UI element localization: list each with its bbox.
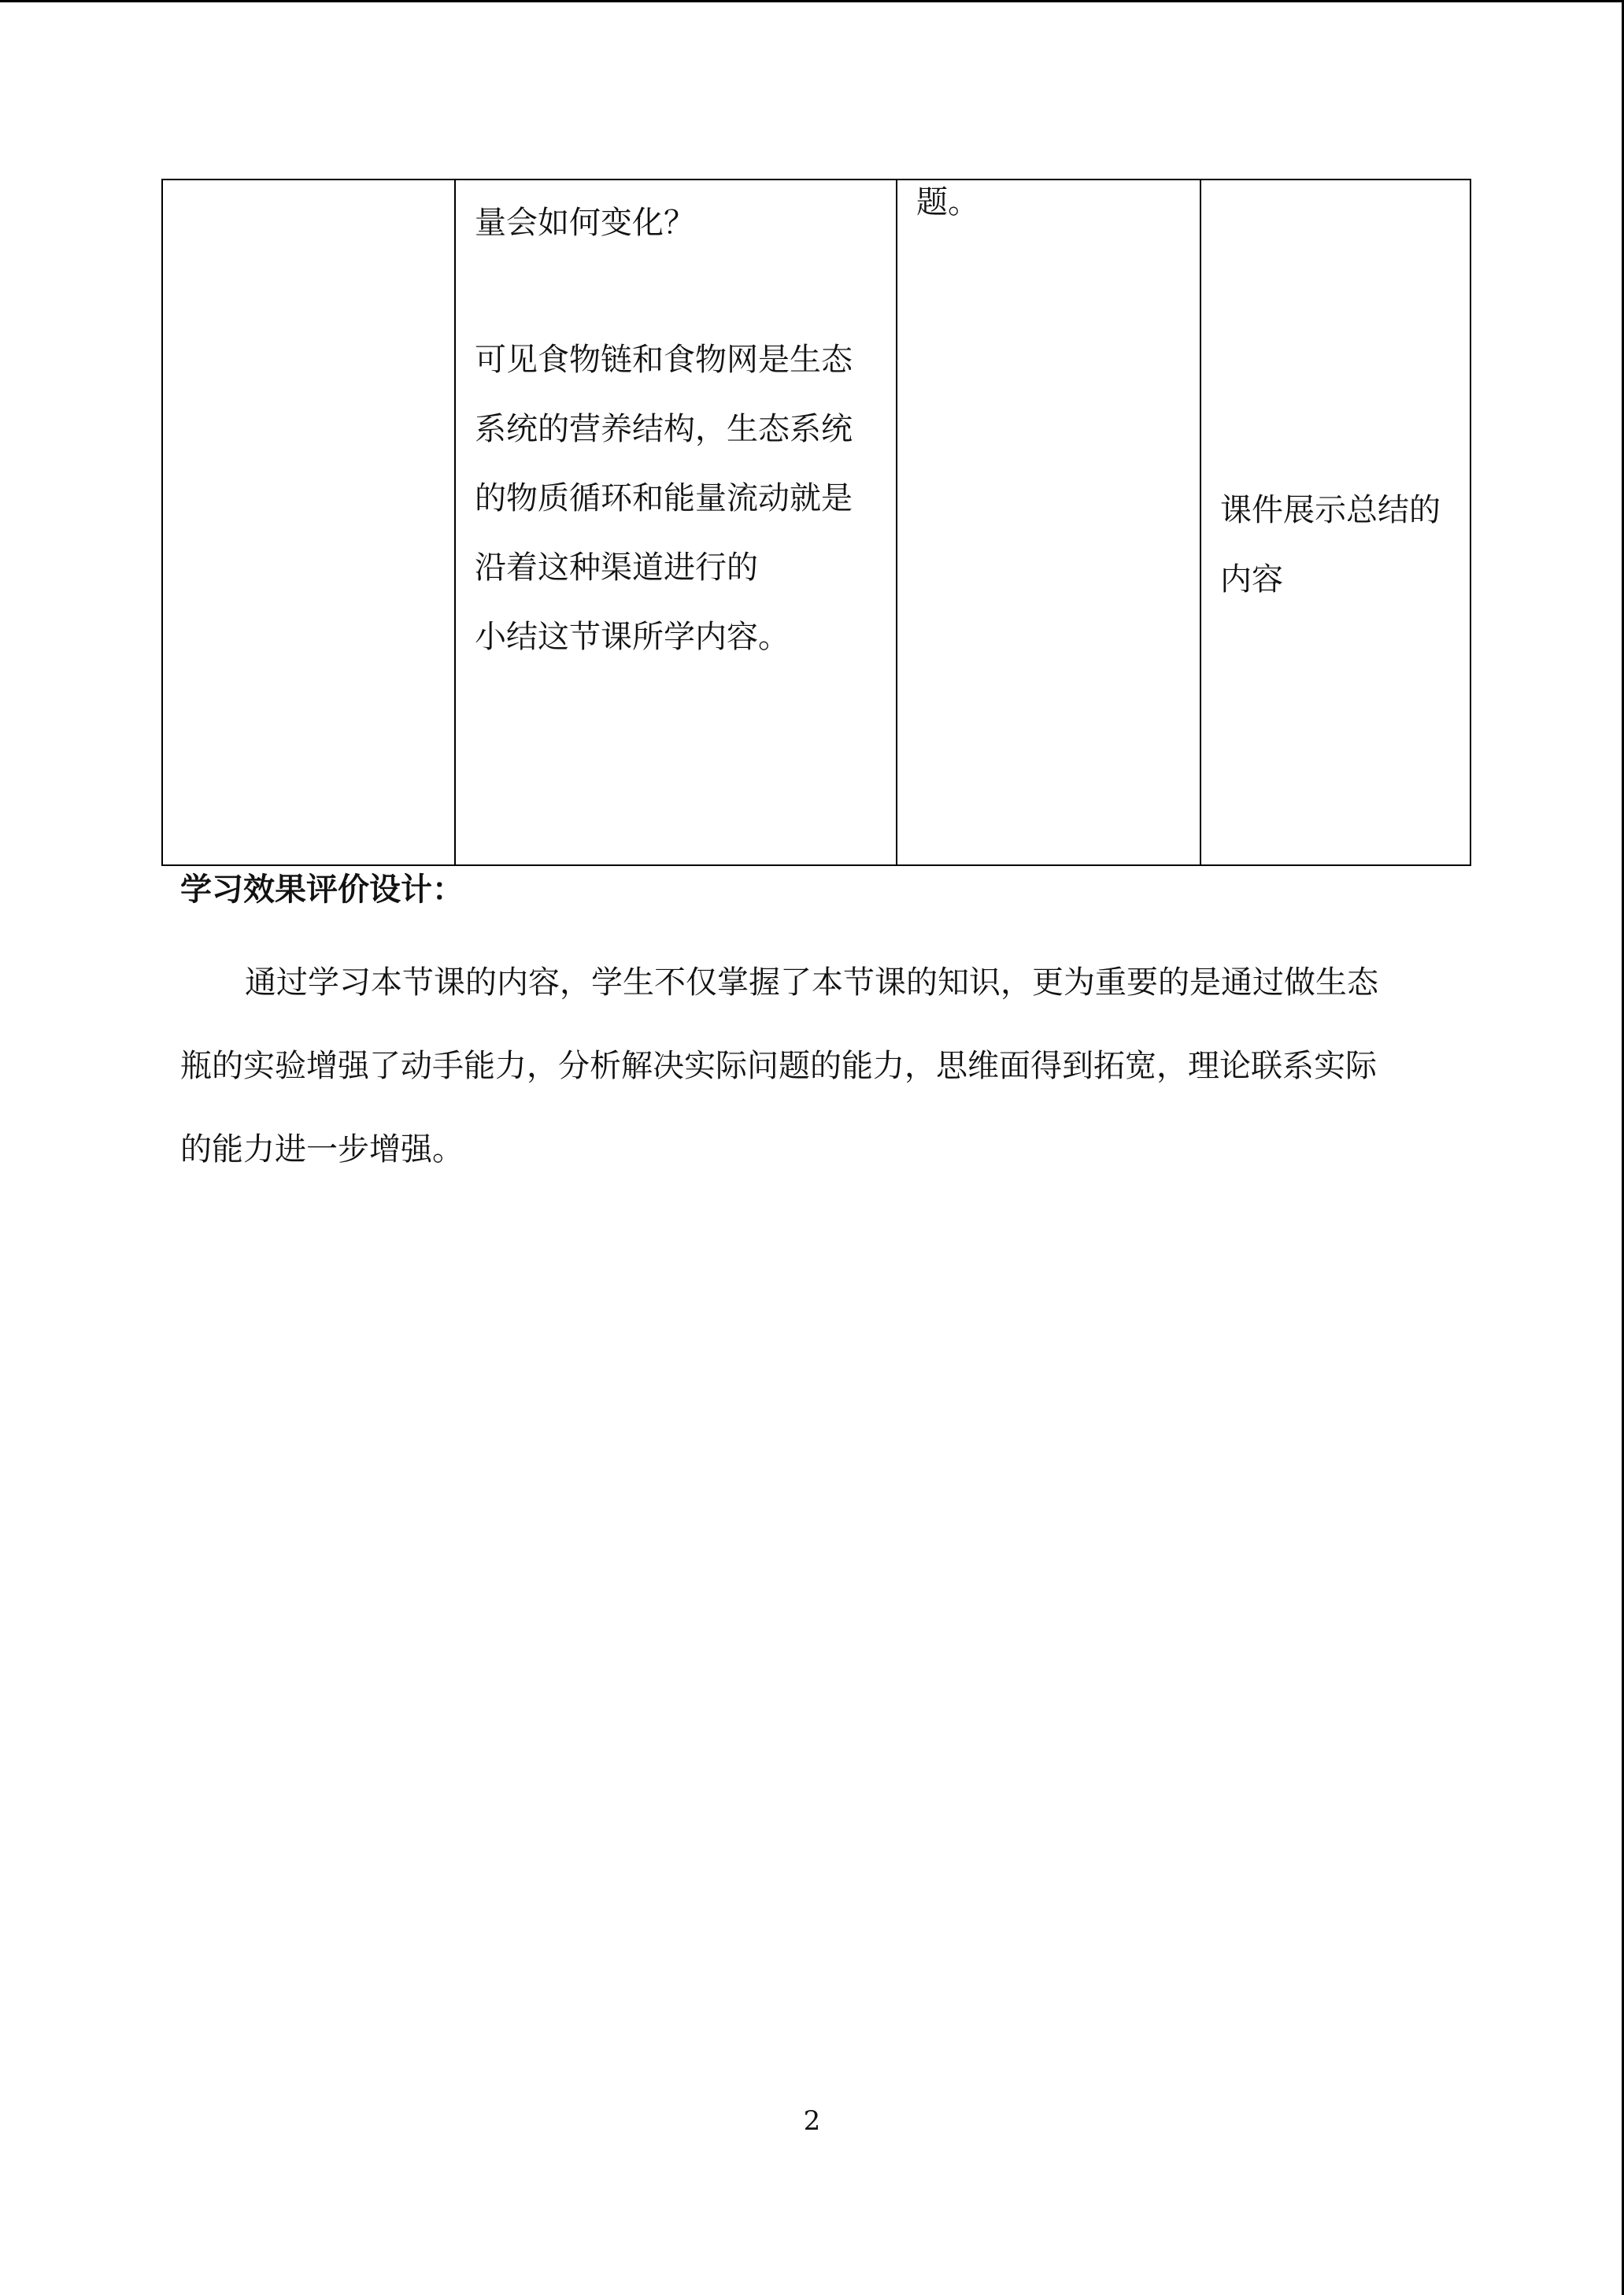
cell-line: 量会如何变化？ [475, 205, 695, 241]
cell-spacer [475, 257, 890, 325]
cell-line: 小结这节课所学内容。 [475, 619, 790, 655]
cell-line: 题。 [916, 184, 979, 220]
cell-line: 内容 [1220, 561, 1283, 598]
cell-line: 的物质循环和能量流动就是 [475, 480, 853, 516]
table-cell-media [1200, 180, 1470, 865]
table-cell-blank [162, 180, 455, 865]
cell-line: 可见食物链和食物网是生态 [475, 342, 853, 378]
paragraph-line: 通过学习本节课的内容，学生不仅掌握了本节课的知识，更为重要的是通过做生态 [245, 964, 1378, 1001]
lesson-table [161, 179, 1471, 866]
evaluation-paragraph [180, 941, 1440, 1191]
paragraph-line: 的能力进一步增强。 [180, 1131, 464, 1168]
cell-line: 系统的营养结构，生态系统 [475, 411, 853, 447]
paragraph-line: 瓶的实验增强了动手能力，分析解决实际问题的能力，思维面得到拓宽，理论联系实际 [180, 1048, 1377, 1084]
table-row [162, 180, 1470, 865]
cell-line: 沿着这种渠道进行的 [475, 550, 758, 586]
table-cell-activity [897, 180, 1200, 865]
section-title: 学习效果评价设计： [180, 871, 464, 908]
table-cell-content [455, 180, 897, 865]
page-number: 2 [803, 2105, 821, 2137]
cell-line: 课件展示总结的 [1220, 492, 1441, 528]
